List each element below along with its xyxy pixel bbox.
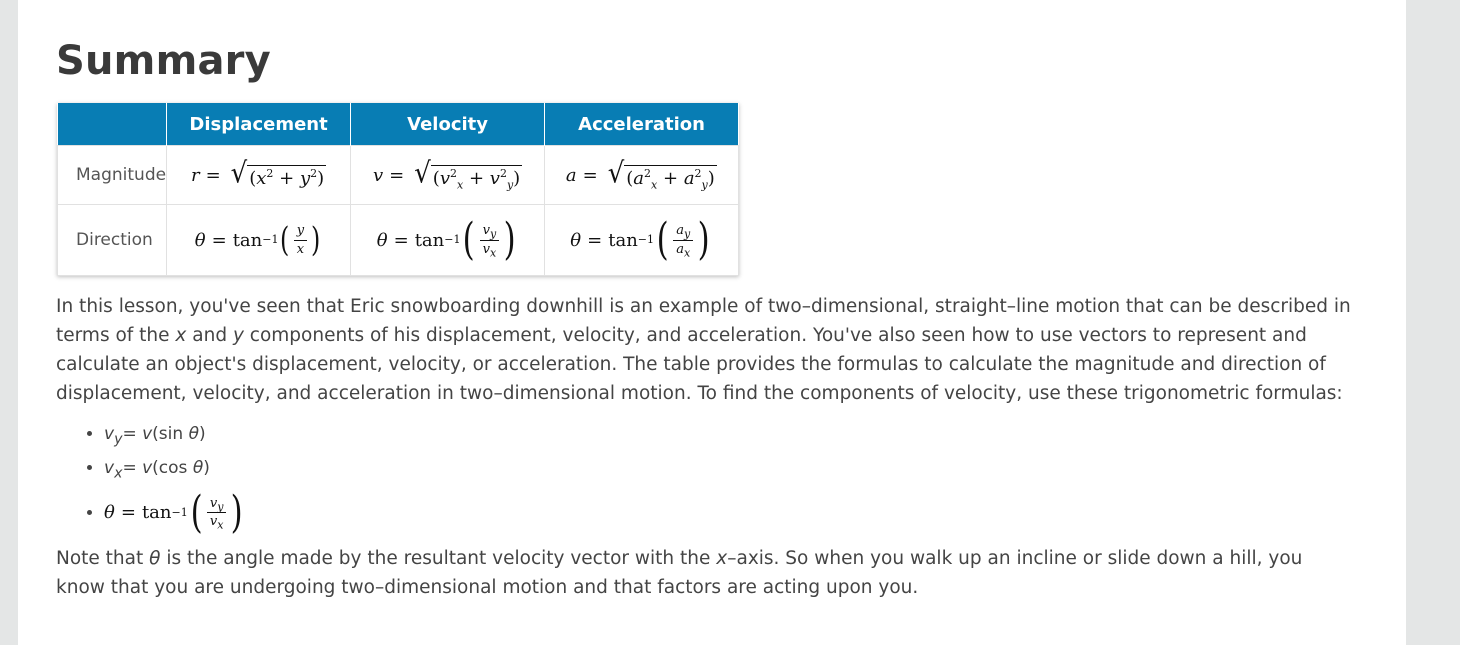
- list-item: • $v_y= v(\sin$ θ): [104, 420, 246, 454]
- formula-displacement-magnitude: r = √ $(x^2 + y^2)$: [167, 146, 351, 205]
- header-velocity: Velocity: [351, 103, 545, 146]
- summary-table: [57, 103, 739, 276]
- formula-list: [56, 420, 246, 538]
- formula-acceleration-direction: θ = tan −1 ( $\frac{a_y}{a_x}$ ): [545, 205, 739, 276]
- list-item: • $v_x= v(\cos$ θ): [104, 454, 246, 488]
- formula-acceleration-magnitude: a = √ $(a^2_x + a^2_y)$: [545, 146, 739, 205]
- formula-displacement-direction: θ = tan −1 ( $\frac{y}{x}$ ): [167, 205, 351, 276]
- formula-velocity-magnitude: v = √ $(v^2_x + v^2_y)$: [351, 146, 545, 205]
- formula-velocity-direction: θ = tan −1 ( $\frac{v_y}{v_x}$ ): [351, 205, 545, 276]
- table-row-magnitude: [58, 146, 739, 205]
- header-acceleration: Acceleration: [545, 103, 739, 146]
- page-title: Summary: [56, 38, 271, 84]
- page: [18, 0, 1406, 645]
- note-paragraph: Note that θ is the angle made by the resultant velocity vector with the x–axis. So when you walk up an incline or slide down a hill, you know that you are undergoing two–dimensional motion and that factors are acting upon you.: [56, 548, 1303, 598]
- header-displacement: Displacement: [167, 103, 351, 146]
- table-header-row: [58, 103, 739, 146]
- lesson-paragraph: In this lesson, you've seen that Eric snowboarding downhill is an example of two–dimensional, straight–line motion that can be described in terms of the x and y components of his displacement, velocity, and acceleration. You've also seen how to use vectors to represent and calculate an object's displacement, velocity, or acceleration. The table provides the formulas to calculate the magnitude and direction of displacement, velocity, and acceleration in two–dimensional motion. To find the components of velocity, use these trigonometric formulas:: [56, 296, 1351, 404]
- row-label-magnitude: Magnitude: [58, 146, 167, 205]
- row-label-direction: Direction: [58, 205, 167, 276]
- list-item-theta-formula: • θ = tan −1 ( $\frac{v_y}{v_x}$ ): [104, 491, 246, 535]
- header-empty: [58, 103, 167, 146]
- table-row-direction: [58, 205, 739, 276]
